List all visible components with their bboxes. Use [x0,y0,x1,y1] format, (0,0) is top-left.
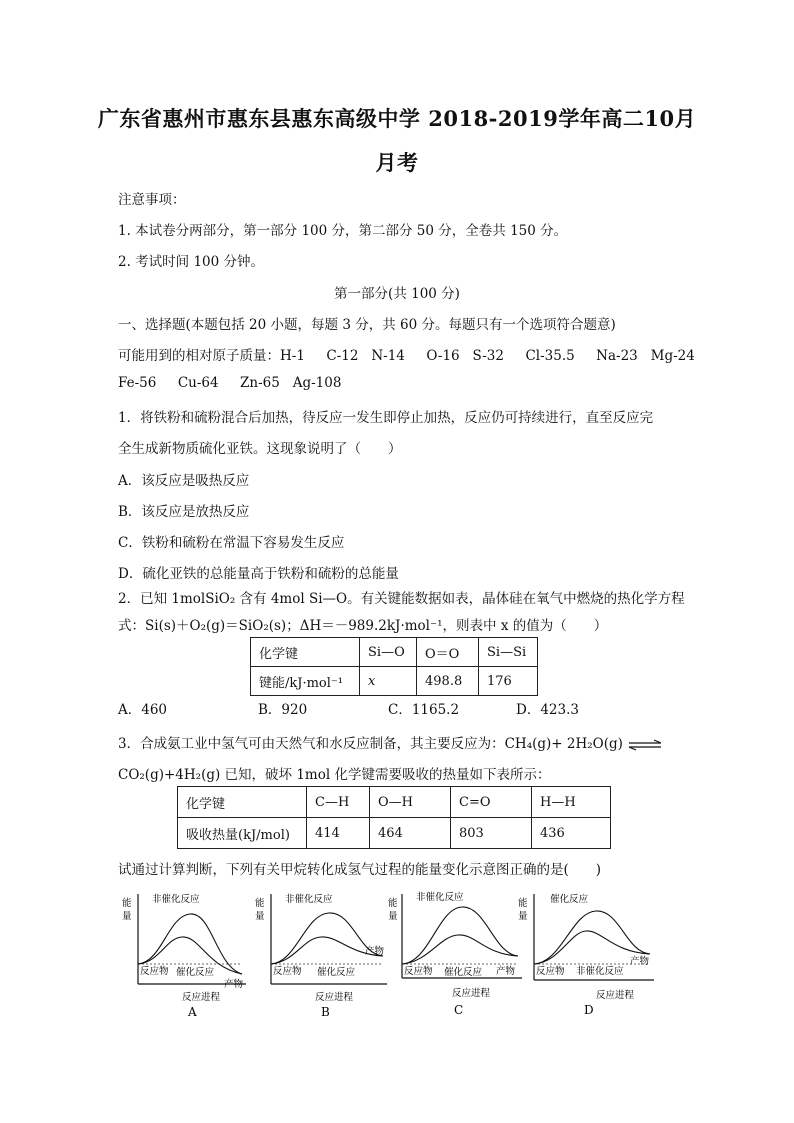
table-cell: Si—O [360,638,417,667]
uncatalyzed-label: 非催化反应 [285,894,333,905]
y-label-bottom: 量 [255,911,265,922]
table-row [178,787,611,818]
q3-stem-line2: CO₂(g)+4H₂(g) 已知，破坏 1mol 化学键需要吸收的热量如下表所示： [118,767,551,783]
q1-stem-line1: 1．将铁粉和硫粉混合后加热，待反应一发生即停止加热，反应仍可持续进行，直至反应完 [118,410,654,426]
uncatalyzed-label: 非催化反应 [416,892,464,903]
catalyzed-label: 催化反应 [444,967,483,978]
table-cell: C—H [307,787,370,818]
uncatalyzed-label: 非催化反应 [576,966,624,977]
catalyzed-label: 催化反应 [176,967,215,978]
table-cell: 498.8 [417,667,479,696]
catalyzed-label: 催化反应 [550,894,589,905]
notes-item-1: 1. 本试卷分两部分，第一部分 100 分，第二部分 50 分，全卷共 150 分。 [118,223,568,239]
table-cell: 464 [370,818,451,849]
table-cell: O—H [370,787,451,818]
energy-diagram-b [253,888,391,1023]
table-cell: x [360,667,417,696]
reactant-label: 反应物 [404,966,433,977]
y-label-top: 能 [388,898,398,909]
q1-option-b: B．该反应是放热反应 [118,504,250,520]
table-cell: 176 [479,667,538,696]
uncatalyzed-curve [138,914,242,974]
option-letter: B [321,1005,330,1019]
table-cell: H—H [532,787,611,818]
option-letter: D [584,1003,594,1017]
y-label-top: 能 [518,898,528,909]
q2-option-c: C．1165.2 [388,702,460,718]
x-label: 反应进程 [315,992,354,1003]
table-row [178,818,611,849]
table-cell: 化学键 [251,638,360,667]
q2-stem-line1: 2．已知 1molSiO₂ 含有 4mol Si—O。有关键能数据如表，晶体硅在氧气中燃烧的热化学方程 [118,591,685,607]
product-label: 产物 [630,956,650,967]
table-cell: 化学键 [178,787,307,818]
part1-heading: 第一部分(共 100 分) [334,286,460,302]
product-label: 产物 [365,946,385,957]
energy-diagram-c [386,888,526,1023]
energy-diagram-d [516,888,658,1023]
y-label-top: 能 [255,898,265,909]
equilibrium-arrow-icon [627,739,663,751]
y-label-bottom: 量 [122,911,132,922]
option-letter: A [188,1005,197,1019]
x-label: 反应进程 [182,992,221,1003]
page-title-line2: 月考 [375,150,419,175]
atomic-masses-line2: Fe-56 Cu-64 Zn-65 Ag-108 [118,375,342,391]
table-cell: 436 [532,818,611,849]
table-cell: 吸收热量(kJ/mol) [178,818,307,849]
table-row [251,667,538,696]
q3-bond-heat-table [177,786,611,849]
product-label: 产物 [496,966,516,977]
q3-stem-line1: 3．合成氨工业中氢气可由天然气和水反应制备，其主要反应为：CH₄(g)+ 2H₂O(g) [118,736,623,752]
y-label-bottom: 量 [388,911,398,922]
table-cell: Si—Si [479,638,538,667]
notes-heading: 注意事项： [118,192,186,208]
uncatalyzed-label: 非催化反应 [152,894,200,905]
table-cell: 键能/kJ·mol⁻¹ [251,667,360,696]
section1-heading: 一、选择题(本题包括 20 小题，每题 3 分，共 60 分。每题只有一个选项符合题意) [118,317,616,333]
table-cell: 803 [451,818,532,849]
option-letter: C [454,1003,464,1017]
table-cell: 414 [307,818,370,849]
q1-option-c: C．铁粉和硫粉在常温下容易发生反应 [118,535,345,551]
q2-option-d: D．423.3 [516,702,579,718]
reactant-label: 反应物 [273,966,302,977]
reactant-label: 反应物 [536,966,565,977]
reactant-label: 反应物 [140,966,169,977]
q1-option-a: A．该反应是吸热反应 [118,473,250,489]
q2-option-b: B．920 [258,702,308,718]
notes-item-2: 2. 考试时间 100 分钟。 [118,254,265,270]
x-label: 反应进程 [596,990,635,1001]
table-cell: C=O [451,787,532,818]
q2-stem-line2: 式：Si(s)＋O₂(g)＝SiO₂(s)；ΔH＝－989.2kJ·mol⁻¹，则表中 x 的值为（ ） [118,618,608,634]
x-label: 反应进程 [452,988,491,999]
q2-bond-energy-table [250,637,538,696]
q3-stem-line1-wrap [118,732,663,752]
product-label: 产物 [224,979,244,990]
table-cell: O＝O [417,638,479,667]
catalyzed-label: 催化反应 [317,967,356,978]
catalyzed-curve [402,935,518,964]
table-row [251,638,538,667]
energy-diagram-a [120,888,250,1023]
y-label-top: 能 [122,898,132,909]
page-title-line1: 广东省惠州市惠东县惠东高级中学 2018-2019学年高二10月 [97,106,697,131]
q2-option-a: A．460 [118,702,168,718]
q3-question: 试通过计算判断，下列有关甲烷转化成氢气过程的能量变化示意图正确的是( ) [118,862,602,878]
y-label-bottom: 量 [518,911,528,922]
q1-stem-line2: 全生成新物质硫化亚铁。这现象说明了（ ） [118,441,402,457]
atomic-masses-line1: 可能用到的相对原子质量：H-1 C-12 N-14 O-16 S-32 Cl-35.5 Na-23 Mg-24 [118,348,695,364]
q1-option-d: D．硫化亚铁的总能量高于铁粉和硫粉的总能量 [118,566,399,582]
